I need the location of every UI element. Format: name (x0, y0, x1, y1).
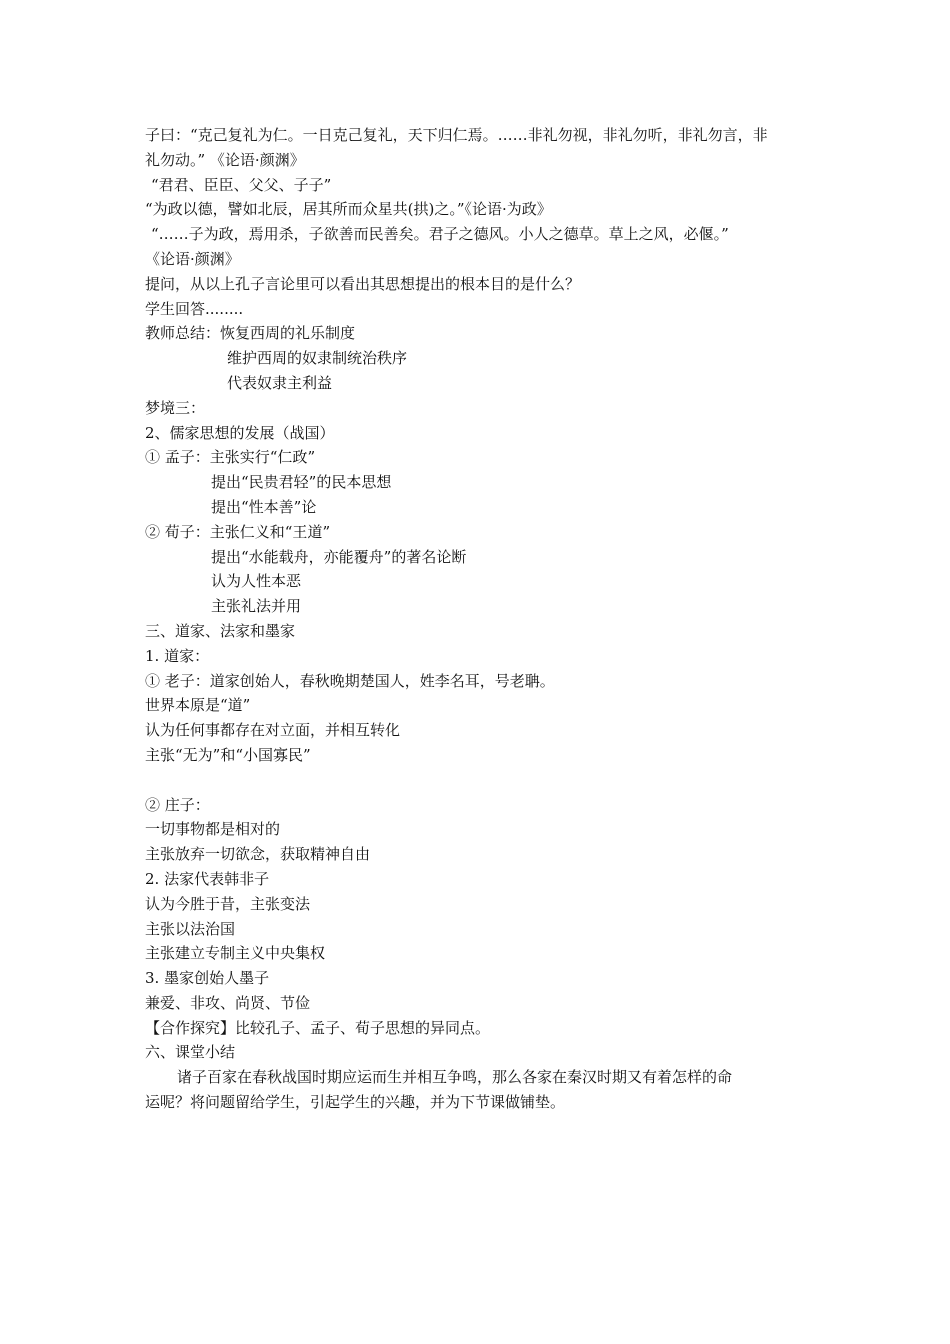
text-line: 维护西周的奴隶制统治秩序 (227, 349, 408, 368)
text-line: 2. 法家代表韩非子 (145, 869, 270, 888)
text-line: 子曰：“克己复礼为仁。一日克己复礼，天下归仁焉。……非礼勿视，非礼勿听，非礼勿言，非 (145, 126, 768, 144)
section-heading: 六、课堂小结 (145, 1043, 236, 1062)
text-line: 提出“民贵君轻”的民本思想 (211, 473, 392, 492)
text-line: 主张礼法并用 (211, 597, 302, 616)
text-line: 兼爱、非攻、尚贤、节俭 (145, 993, 311, 1012)
text-line: 主张建立专制主义中央集权 (145, 944, 326, 963)
text-line: 主张放弃一切欲念，获取精神自由 (145, 845, 371, 864)
text-line: 《论语·颜渊》 (145, 249, 240, 268)
text-line: 世界本原是“道” (145, 696, 251, 715)
text-line: 教师总结：恢复西周的礼乐制度 (145, 324, 356, 343)
text-line: “为政以德，譬如北辰，居其所而众星共(拱)之。”《论语·为政》 (145, 200, 552, 219)
document-body (145, 123, 815, 1115)
blank-line (145, 768, 815, 793)
text-line: 一切事物都是相对的 (145, 820, 281, 839)
text-line: 礼勿动。” 《论语·颜渊》 (145, 150, 305, 169)
paragraph-line: 诸子百家在春秋战国时期应运而生并相互争鸣，那么各家在秦汉时期又有着怎样的命 (177, 1068, 733, 1087)
text-line: ① 孟子：主张实行“仁政” (145, 448, 316, 467)
text-line: 认为今胜于昔，主张变法 (145, 894, 311, 913)
text-line: 主张以法治国 (145, 919, 236, 938)
text-line: ② 庄子： (145, 795, 210, 814)
section-heading: 2、儒家思想的发展（战国） (145, 423, 335, 442)
text-line: 认为任何事都存在对立面，并相互转化 (145, 721, 401, 740)
text-line: 3. 墨家创始人墨子 (145, 969, 270, 988)
text-line: 代表奴隶主利益 (227, 373, 333, 392)
text-line: ① 老子：道家创始人，春秋晚期楚国人，姓李名耳，号老聃。 (145, 671, 555, 690)
section-heading: 梦境三： (145, 398, 206, 417)
text-line: 认为人性本恶 (211, 572, 302, 591)
text-line: 提问，从以上孔子言论里可以看出其思想提出的根本目的是什么？ (145, 274, 581, 293)
text-line: 学生回答........ (145, 299, 244, 318)
text-line: “……子为政，焉用杀，子欲善而民善矣。君子之德风。小人之德草。草上之风，必偃。” (151, 225, 729, 244)
text-line: 提出“水能载舟，亦能覆舟”的著名论断 (211, 547, 467, 566)
text-line: 【合作探究】比较孔子、孟子、荀子思想的异同点。 (145, 1018, 491, 1037)
paragraph-line: 运呢？将问题留给学生，引起学生的兴趣，并为下节课做铺垫。 (145, 1093, 566, 1112)
text-line: 主张“无为”和“小国寡民” (145, 745, 311, 764)
section-heading: 三、道家、法家和墨家 (145, 621, 296, 640)
text-line: “君君、臣臣、父父、子子” (151, 175, 332, 194)
text-line: 1. 道家： (145, 646, 210, 665)
text-line: 提出“性本善”论 (211, 497, 317, 516)
text-line: ② 荀子：主张仁义和“王道” (145, 522, 331, 541)
